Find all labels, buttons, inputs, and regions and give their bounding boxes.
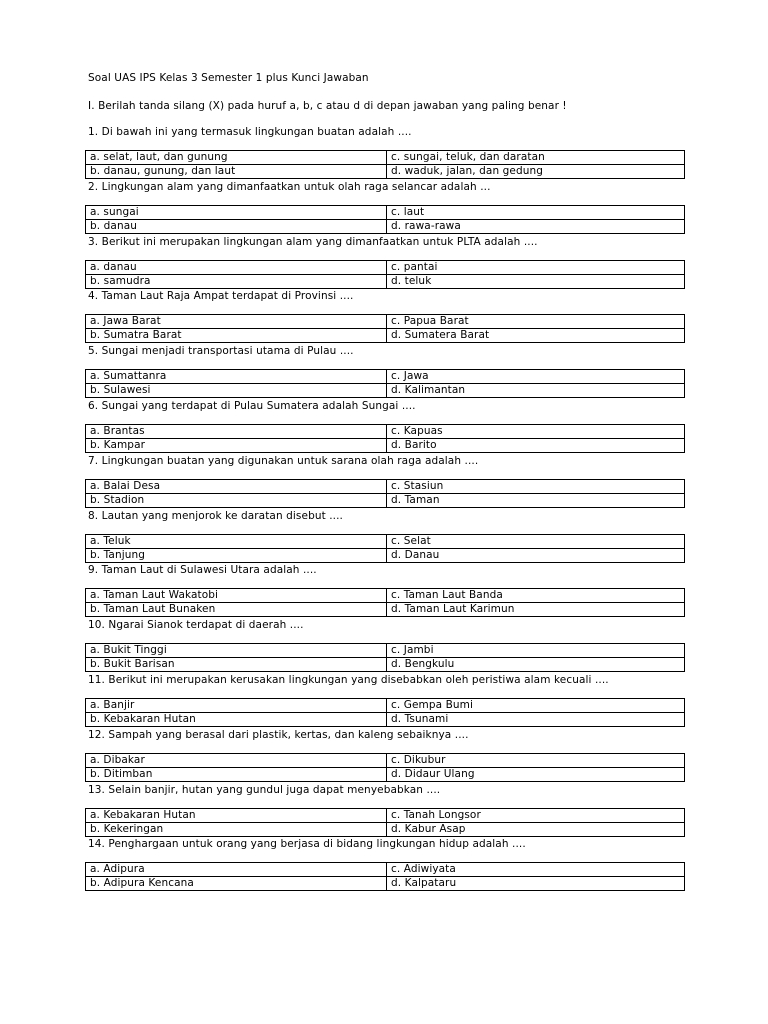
option-b: b. danau	[86, 220, 387, 234]
options-row	[86, 768, 685, 782]
options-table	[85, 753, 685, 782]
option-a: a. danau	[86, 261, 387, 275]
option-b: b. Stadion	[86, 494, 387, 508]
option-a: a. sungai	[86, 206, 387, 220]
options-table	[85, 808, 685, 837]
option-a: a. Banjir	[86, 699, 387, 713]
option-b: b. Kebakaran Hutan	[86, 713, 387, 727]
document-title: Soal UAS IPS Kelas 3 Semester 1 plus Kunci Jawaban	[88, 72, 369, 84]
option-a: a. Balai Desa	[86, 480, 387, 494]
options-table	[85, 260, 685, 289]
option-c: c. Gempa Bumi	[387, 699, 685, 713]
question-text: 14. Penghargaan untuk orang yang berjasa di bidang lingkungan hidup adalah ....	[88, 838, 526, 850]
options-table	[85, 424, 685, 453]
question-text: 12. Sampah yang berasal dari plastik, kertas, dan kaleng sebaiknya ....	[88, 729, 469, 741]
option-d: d. teluk	[387, 275, 685, 289]
option-d: d. Taman Laut Karimun	[387, 603, 685, 617]
question-text: 6. Sungai yang terdapat di Pulau Sumatera adalah Sungai ....	[88, 400, 416, 412]
options-row	[86, 439, 685, 453]
options-row	[86, 549, 685, 563]
options-row	[86, 275, 685, 289]
options-row	[86, 809, 685, 823]
question-text: 7. Lingkungan buatan yang digunakan untuk sarana olah raga adalah ....	[88, 455, 479, 467]
option-a: a. Jawa Barat	[86, 315, 387, 329]
options-row	[86, 315, 685, 329]
options-row	[86, 220, 685, 234]
option-c: c. Papua Barat	[387, 315, 685, 329]
option-d: d. waduk, jalan, dan gedung	[387, 165, 685, 179]
options-row	[86, 425, 685, 439]
question-text: 5. Sungai menjadi transportasi utama di Pulau ....	[88, 345, 354, 357]
option-c: c. sungai, teluk, dan daratan	[387, 151, 685, 165]
option-d: d. Kalpataru	[387, 877, 685, 891]
options-table	[85, 369, 685, 398]
option-c: c. Stasiun	[387, 480, 685, 494]
question-text: 8. Lautan yang menjorok ke daratan disebut ....	[88, 510, 343, 522]
option-c: c. Dikubur	[387, 754, 685, 768]
options-row	[86, 329, 685, 343]
options-row	[86, 480, 685, 494]
options-row	[86, 699, 685, 713]
options-table	[85, 150, 685, 179]
options-table	[85, 205, 685, 234]
options-row	[86, 658, 685, 672]
options-row	[86, 644, 685, 658]
option-a: a. Teluk	[86, 535, 387, 549]
option-c: c. pantai	[387, 261, 685, 275]
option-a: a. Bukit Tinggi	[86, 644, 387, 658]
option-d: d. Sumatera Barat	[387, 329, 685, 343]
question-text: 10. Ngarai Sianok terdapat di daerah ....	[88, 619, 304, 631]
option-c: c. Selat	[387, 535, 685, 549]
options-row	[86, 206, 685, 220]
options-row	[86, 589, 685, 603]
instruction-text: I. Berilah tanda silang (X) pada huruf a, b, c atau d di depan jawaban yang paling benar !	[88, 100, 567, 112]
options-row	[86, 754, 685, 768]
option-d: d. Taman	[387, 494, 685, 508]
option-c: c. Taman Laut Banda	[387, 589, 685, 603]
options-row	[86, 603, 685, 617]
options-table	[85, 588, 685, 617]
option-d: d. Tsunami	[387, 713, 685, 727]
option-b: b. danau, gunung, dan laut	[86, 165, 387, 179]
option-a: a. Dibakar	[86, 754, 387, 768]
options-table	[85, 698, 685, 727]
option-b: b. Taman Laut Bunaken	[86, 603, 387, 617]
options-row	[86, 384, 685, 398]
question-text: 1. Di bawah ini yang termasuk lingkungan buatan adalah ....	[88, 126, 412, 138]
option-d: d. Bengkulu	[387, 658, 685, 672]
option-a: a. Sumattanra	[86, 370, 387, 384]
question-text: 11. Berikut ini merupakan kerusakan lingkungan yang disebabkan oleh peristiwa alam kecuali ....	[88, 674, 609, 686]
option-a: a. Kebakaran Hutan	[86, 809, 387, 823]
question-text: 2. Lingkungan alam yang dimanfaatkan untuk olah raga selancar adalah ...	[88, 181, 491, 193]
option-c: c. laut	[387, 206, 685, 220]
option-d: d. rawa-rawa	[387, 220, 685, 234]
option-a: a. selat, laut, dan gunung	[86, 151, 387, 165]
option-d: d. Danau	[387, 549, 685, 563]
options-table	[85, 643, 685, 672]
option-d: d. Barito	[387, 439, 685, 453]
option-c: c. Jambi	[387, 644, 685, 658]
option-b: b. Sulawesi	[86, 384, 387, 398]
question-text: 3. Berikut ini merupakan lingkungan alam yang dimanfaatkan untuk PLTA adalah ....	[88, 236, 538, 248]
options-row	[86, 877, 685, 891]
options-row	[86, 713, 685, 727]
options-row	[86, 494, 685, 508]
option-c: c. Tanah Longsor	[387, 809, 685, 823]
option-a: a. Adipura	[86, 863, 387, 877]
option-a: a. Taman Laut Wakatobi	[86, 589, 387, 603]
option-b: b. Kekeringan	[86, 823, 387, 837]
options-row	[86, 823, 685, 837]
option-b: b. Adipura Kencana	[86, 877, 387, 891]
option-b: b. Sumatra Barat	[86, 329, 387, 343]
option-b: b. samudra	[86, 275, 387, 289]
option-d: d. Kabur Asap	[387, 823, 685, 837]
option-d: d. Kalimantan	[387, 384, 685, 398]
question-text: 9. Taman Laut di Sulawesi Utara adalah ....	[88, 564, 317, 576]
options-row	[86, 165, 685, 179]
options-table	[85, 479, 685, 508]
options-table	[85, 534, 685, 563]
options-row	[86, 370, 685, 384]
options-row	[86, 151, 685, 165]
option-b: b. Ditimban	[86, 768, 387, 782]
option-c: c. Adiwiyata	[387, 863, 685, 877]
options-row	[86, 863, 685, 877]
option-b: b. Bukit Barisan	[86, 658, 387, 672]
options-table	[85, 314, 685, 343]
option-c: c. Kapuas	[387, 425, 685, 439]
option-d: d. Didaur Ulang	[387, 768, 685, 782]
option-b: b. Kampar	[86, 439, 387, 453]
option-b: b. Tanjung	[86, 549, 387, 563]
option-c: c. Jawa	[387, 370, 685, 384]
option-a: a. Brantas	[86, 425, 387, 439]
options-row	[86, 261, 685, 275]
question-text: 4. Taman Laut Raja Ampat terdapat di Provinsi ....	[88, 290, 354, 302]
question-text: 13. Selain banjir, hutan yang gundul juga dapat menyebabkan ....	[88, 784, 441, 796]
options-table	[85, 862, 685, 891]
options-row	[86, 535, 685, 549]
